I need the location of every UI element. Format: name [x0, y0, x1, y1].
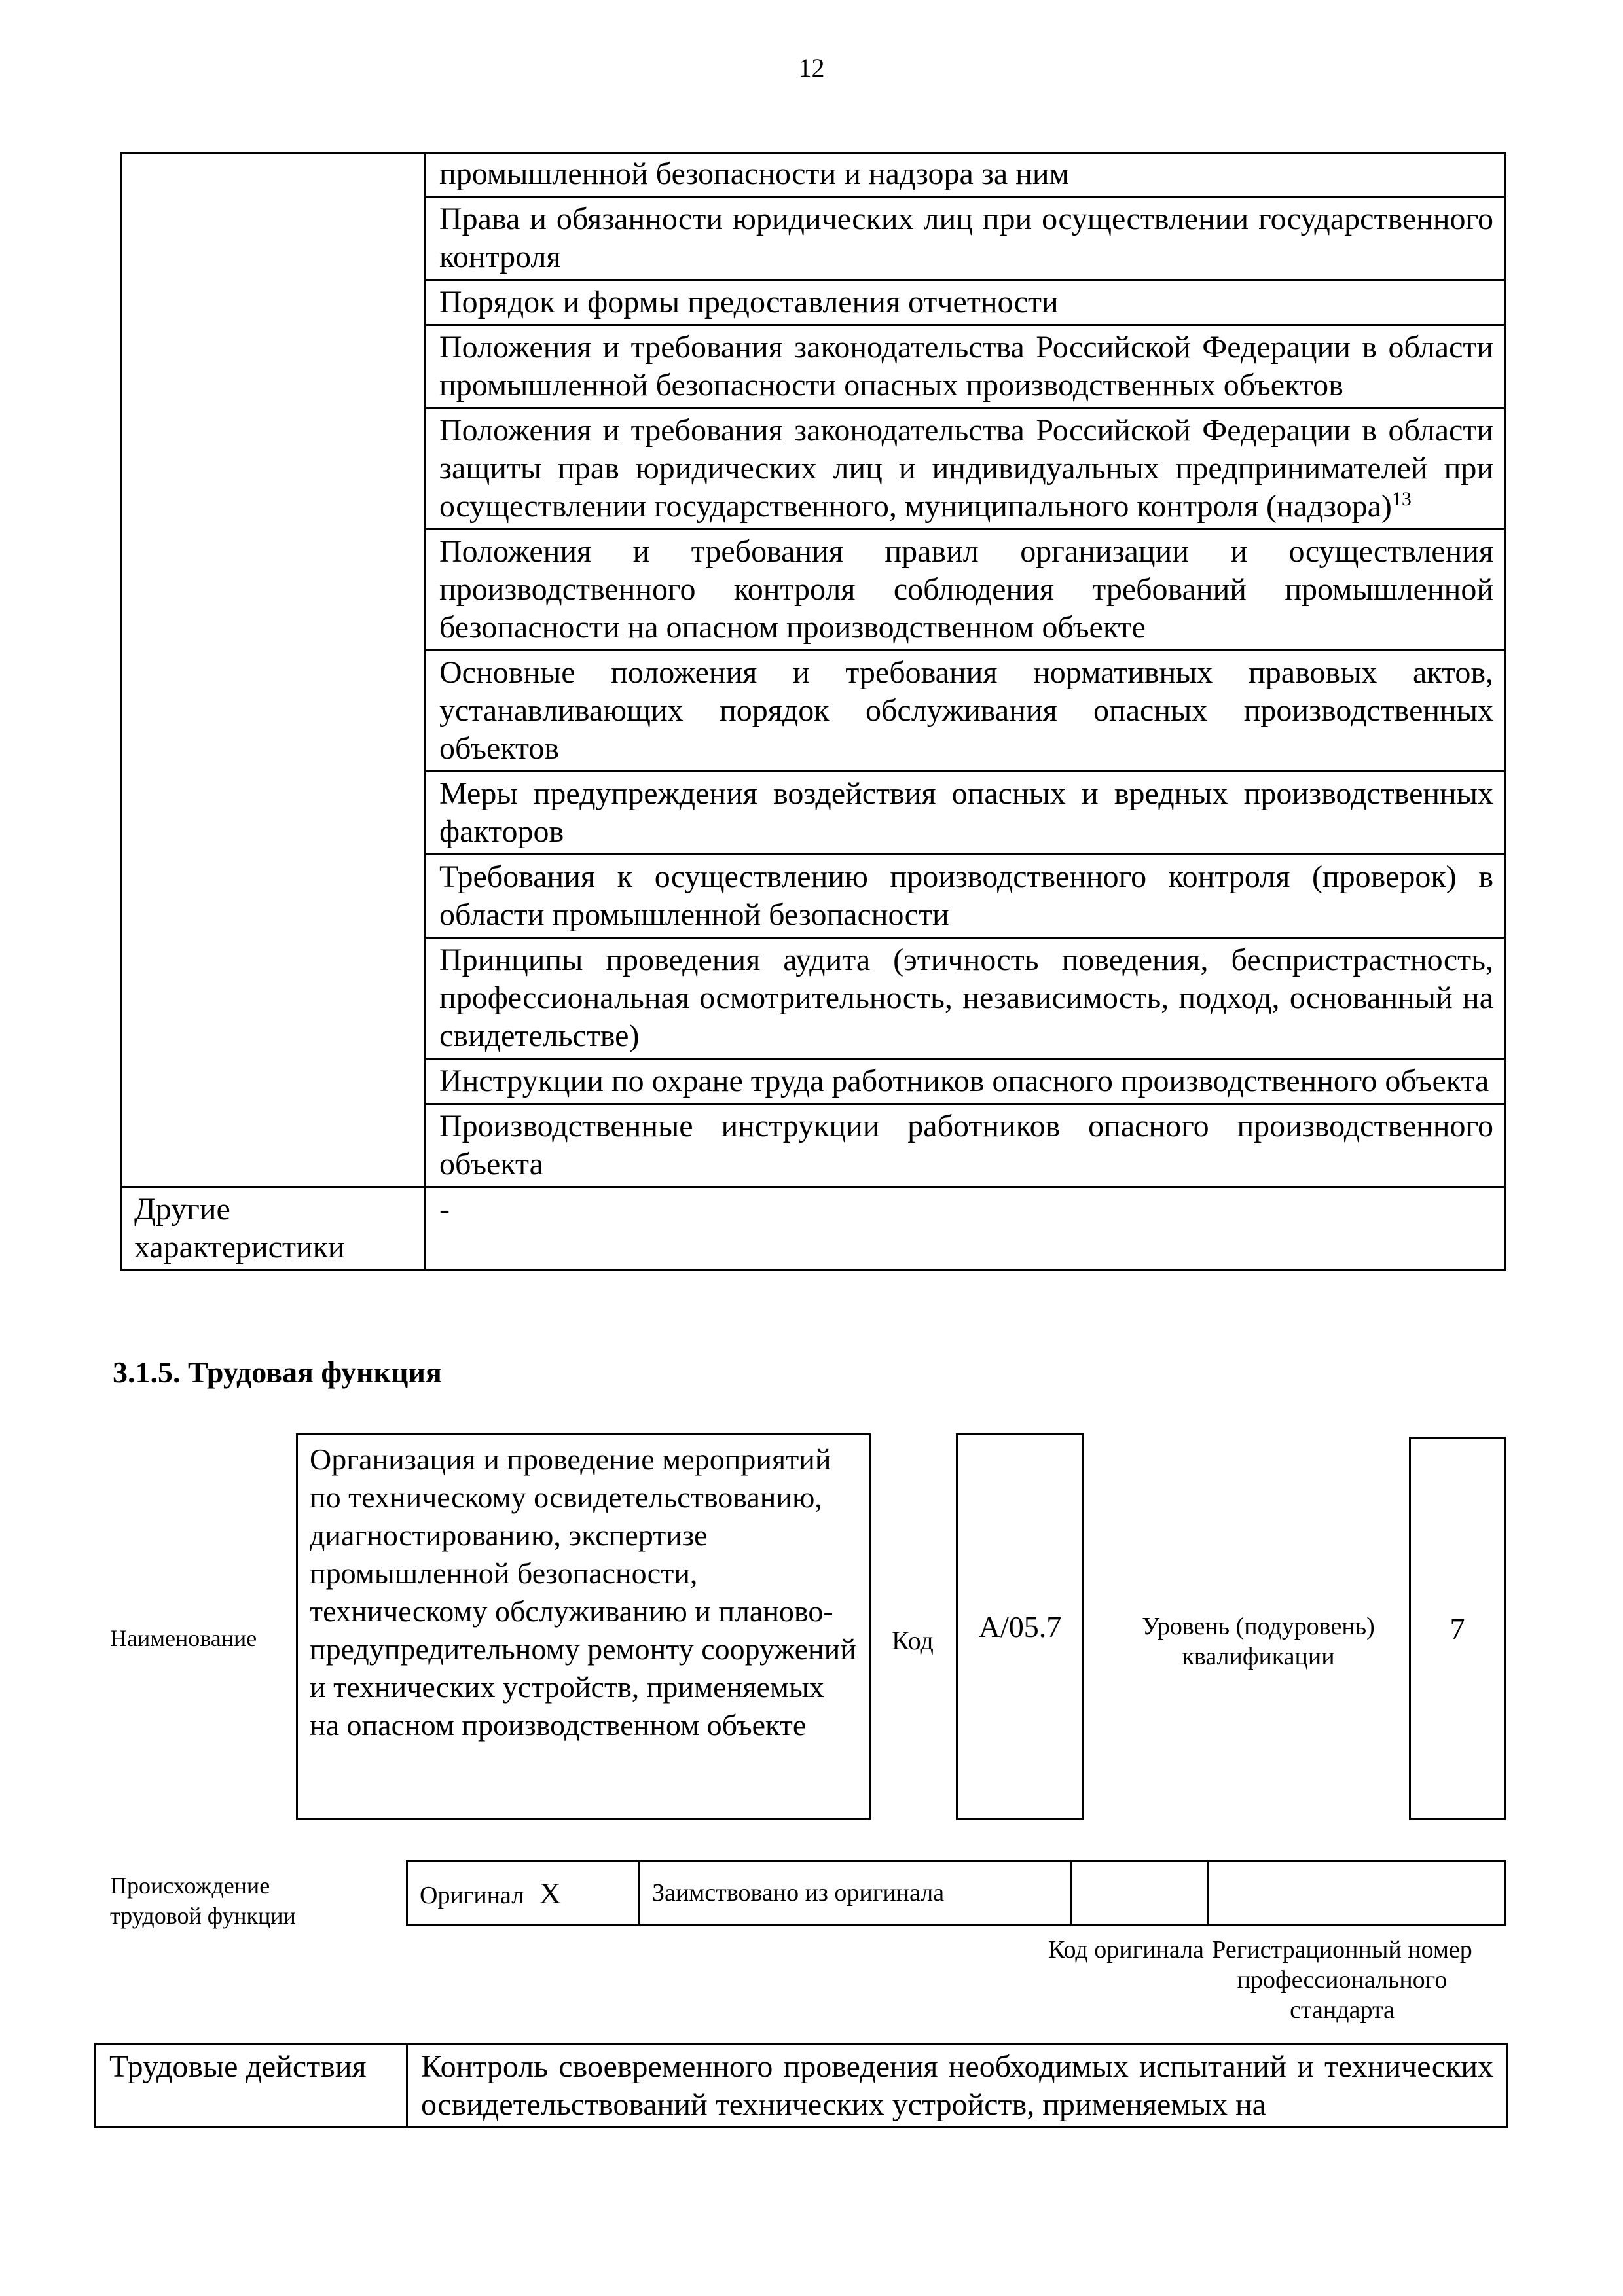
table-row [122, 153, 1505, 197]
name-label: Наименование [110, 1625, 257, 1651]
section-heading: 3.1.5. Трудовая функция [113, 1355, 442, 1389]
reg-number-cell [1208, 1861, 1505, 1925]
labor-actions-label: Трудовые действия [96, 2045, 407, 2128]
original-mark: X [539, 1876, 561, 1910]
qualification-level-box [1409, 1437, 1506, 1820]
page-number: 12 [798, 53, 825, 82]
original-label: Оригинал [420, 1881, 524, 1909]
table-row [122, 1187, 1505, 1270]
knowledge-item: Производственные инструкции работников опасного производственного объекта [426, 1104, 1505, 1187]
knowledge-item: Права и обязанности юридических лиц при осуществлении государственного контроля [426, 197, 1505, 280]
qualification-level-value: 7 [1450, 1611, 1465, 1645]
knowledge-item: Порядок и формы предоставления отчетности [426, 280, 1505, 325]
knowledge-item: Инструкции по охране труда работников опасного производственного объекта [426, 1059, 1505, 1104]
origin-label: Происхождение трудовой функции [110, 1873, 296, 1929]
labor-actions-value: Контроль своевременного проведения необходимых испытаний и технических освидетельствований технических устройств, применяемых на [407, 2045, 1508, 2128]
other-characteristics-value: - [426, 1187, 1505, 1270]
knowledge-item: Меры предупреждения воздействия опасных и вредных производственных факторов [426, 772, 1505, 855]
table-row [96, 2045, 1508, 2128]
origin-table [406, 1860, 1506, 1926]
borrowed-label: Заимствовано из оригинала [640, 1861, 1071, 1925]
function-name-box: Организация и проведение мероприятий по техническому освидетельствованию, диагностированию, экспертизе промышленной безопасности, техническому обслуживанию и планово-предупредительному ремонту сооружений и технических устройств, применяемых на опасном производственном объекте [296, 1433, 871, 1820]
other-characteristics-label: Другие характеристики [122, 1187, 426, 1270]
knowledge-item: Положения и требования законодательства Российской Федерации в области промышленной безопасности опасных производственных объектов [426, 325, 1505, 408]
footnote-ref: 13 [1391, 488, 1412, 510]
table-row [407, 1861, 1505, 1925]
labor-actions-table [94, 2043, 1508, 2128]
function-code-box [956, 1433, 1084, 1820]
knowledge-item: Принципы проведения аудита (этичность поведения, беспристрастность, профессиональная осмотрительность, независимость, подход, основанный на свидетельстве) [426, 938, 1505, 1059]
original-cell [407, 1861, 640, 1925]
code-label: Код [892, 1626, 934, 1655]
knowledge-item-text: Положения и требования законодательства Российской Федерации в области защиты прав юридических лиц и индивидуальных предпринимателей при осуществлении государственного, муниципального контроля (надзора) [439, 413, 1493, 524]
code-original-label: Код оригинала [1048, 1936, 1204, 1964]
knowledge-table [120, 152, 1506, 1271]
knowledge-item: промышленной безопасности и надзора за ним [426, 153, 1505, 197]
function-code-value: A/05.7 [978, 1609, 1062, 1643]
code-original-cell [1071, 1861, 1208, 1925]
knowledge-item [426, 408, 1505, 529]
knowledge-item: Требования к осуществлению производственного контроля (проверок) в области промышленной безопасности [426, 855, 1505, 938]
knowledge-item: Основные положения и требования нормативных правовых актов, устанавливающих порядок обслуживания опасных производственных объектов [426, 651, 1505, 772]
knowledge-label-cell [122, 153, 426, 1187]
reg-number-label: Регистрационный номер профессионального стандарта [1212, 1936, 1472, 2024]
knowledge-item: Положения и требования правил организации и осуществления производственного контроля соблюдения требований промышленной безопасности на опасном производственном объекте [426, 529, 1505, 651]
qualification-level-label: Уровень (подуровень) квалификации [1142, 1613, 1375, 1670]
